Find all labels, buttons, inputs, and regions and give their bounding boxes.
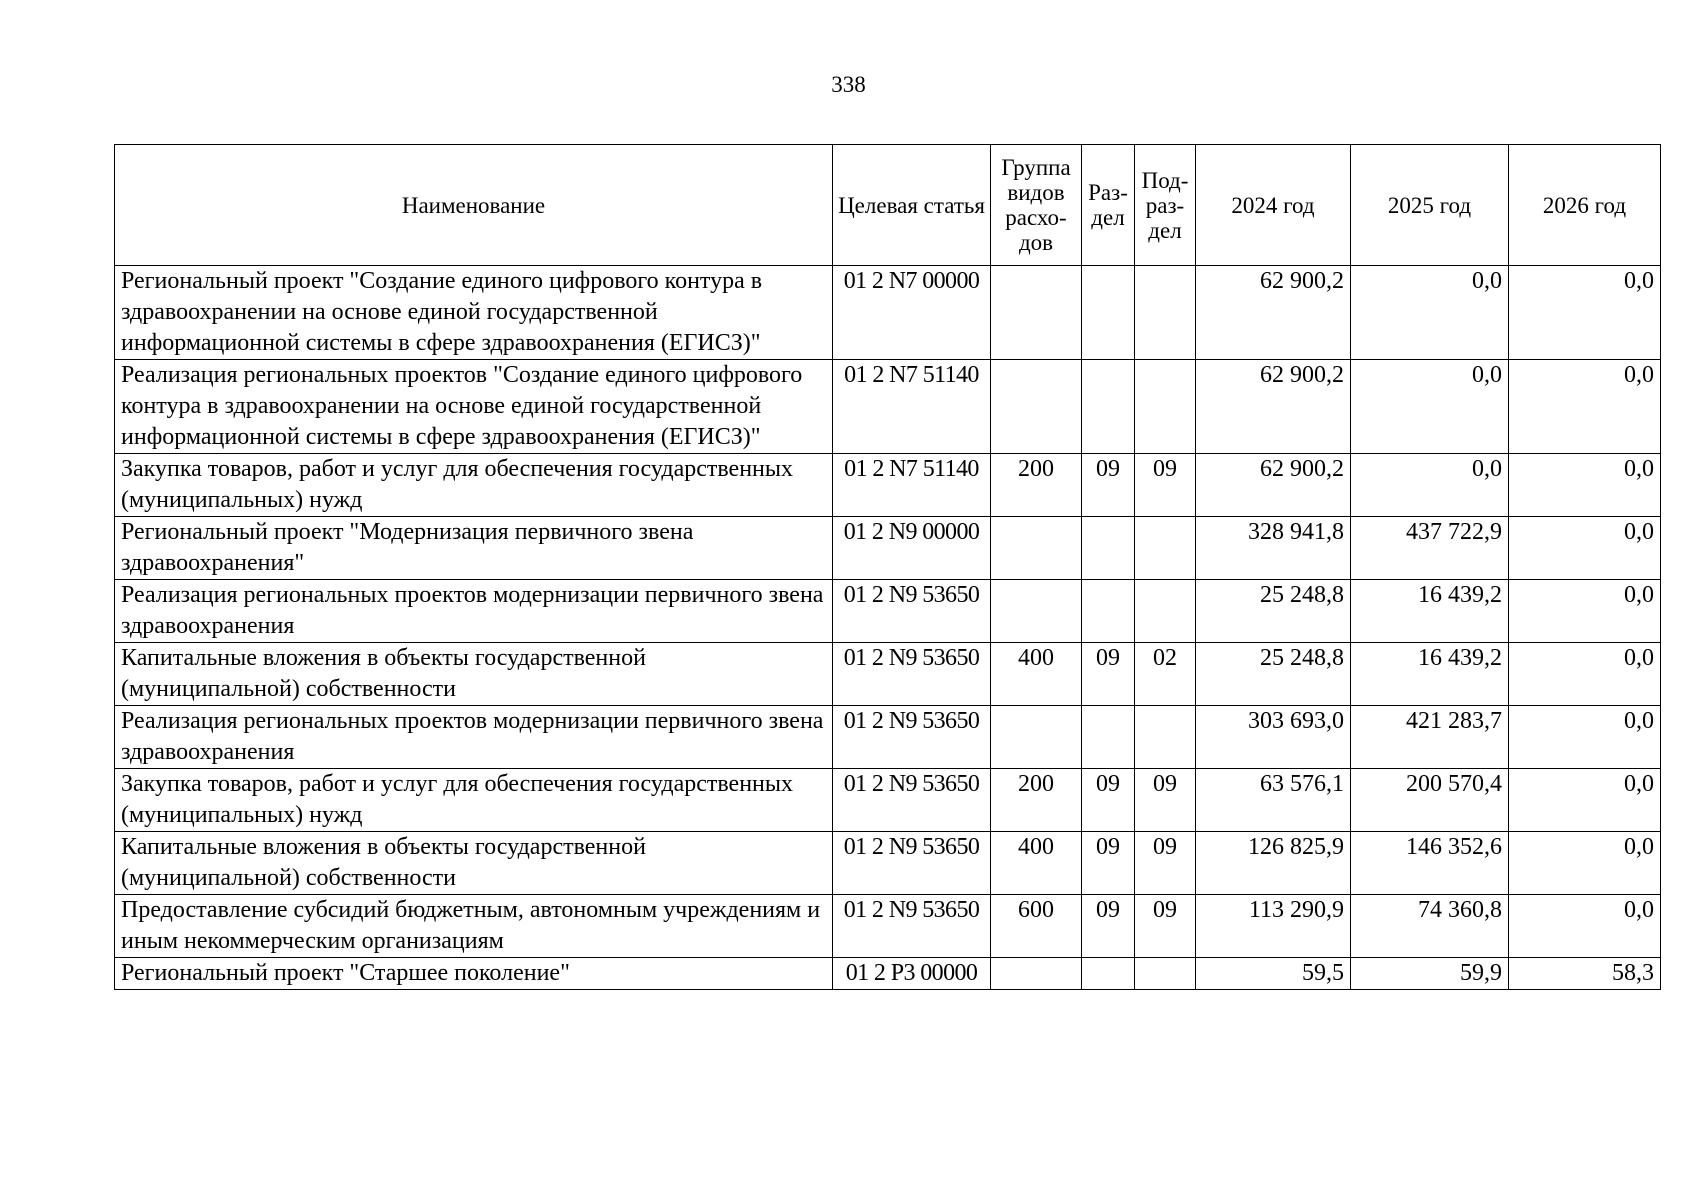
cell-target-code: 01 2 N7 00000 — [833, 266, 991, 360]
cell-2024: 113 290,9 — [1196, 895, 1351, 958]
cell-expense-group: 400 — [991, 643, 1082, 706]
cell-target-code: 01 2 N9 53650 — [833, 895, 991, 958]
cell-subsection: 09 — [1135, 454, 1196, 517]
cell-name: Региональный проект "Модернизация первичного звена здравоохранения" — [115, 517, 833, 580]
cell-subsection — [1135, 580, 1196, 643]
cell-subsection: 02 — [1135, 643, 1196, 706]
cell-2025: 437 722,9 — [1351, 517, 1509, 580]
cell-2025: 146 352,6 — [1351, 832, 1509, 895]
cell-2025: 16 439,2 — [1351, 643, 1509, 706]
cell-expense-group: 400 — [991, 832, 1082, 895]
cell-name: Капитальные вложения в объекты государственной (муниципальной) собственности — [115, 832, 833, 895]
cell-expense-group: 200 — [991, 454, 1082, 517]
cell-2026: 0,0 — [1509, 517, 1661, 580]
cell-2026: 0,0 — [1509, 832, 1661, 895]
cell-2026: 0,0 — [1509, 580, 1661, 643]
cell-expense-group: 200 — [991, 769, 1082, 832]
cell-section: 09 — [1082, 769, 1135, 832]
cell-subsection — [1135, 517, 1196, 580]
cell-2025: 200 570,4 — [1351, 769, 1509, 832]
cell-target-code: 01 2 N9 53650 — [833, 832, 991, 895]
cell-name: Закупка товаров, работ и услуг для обеспечения государственных (муниципальных) нужд — [115, 454, 833, 517]
cell-2025: 0,0 — [1351, 454, 1509, 517]
cell-section: 09 — [1082, 895, 1135, 958]
cell-section — [1082, 706, 1135, 769]
cell-target-code: 01 2 N9 53650 — [833, 706, 991, 769]
cell-2026: 0,0 — [1509, 895, 1661, 958]
cell-subsection: 09 — [1135, 895, 1196, 958]
header-2025: 2025 год — [1351, 145, 1509, 266]
cell-section — [1082, 517, 1135, 580]
cell-subsection — [1135, 706, 1196, 769]
cell-name: Предоставление субсидий бюджетным, автономным учреждениям и иным некоммерческим организациям — [115, 895, 833, 958]
table-row — [115, 266, 1661, 360]
table-row — [115, 769, 1661, 832]
cell-2025: 16 439,2 — [1351, 580, 1509, 643]
cell-subsection — [1135, 360, 1196, 454]
cell-name: Реализация региональных проектов модернизации первичного звена здравоохранения — [115, 706, 833, 769]
header-group: Группа видов расхо- дов — [991, 145, 1082, 266]
table-row — [115, 580, 1661, 643]
cell-expense-group — [991, 517, 1082, 580]
cell-2024: 62 900,2 — [1196, 266, 1351, 360]
cell-target-code: 01 2 N7 51140 — [833, 454, 991, 517]
header-2026: 2026 год — [1509, 145, 1661, 266]
cell-expense-group: 600 — [991, 895, 1082, 958]
cell-2024: 328 941,8 — [1196, 517, 1351, 580]
cell-subsection — [1135, 266, 1196, 360]
cell-2024: 25 248,8 — [1196, 643, 1351, 706]
cell-expense-group — [991, 958, 1082, 990]
cell-section — [1082, 266, 1135, 360]
cell-2026: 0,0 — [1509, 266, 1661, 360]
header-2024: 2024 год — [1196, 145, 1351, 266]
cell-section — [1082, 958, 1135, 990]
table-header-row — [115, 145, 1661, 266]
cell-subsection — [1135, 958, 1196, 990]
cell-2025: 0,0 — [1351, 360, 1509, 454]
table-row — [115, 517, 1661, 580]
cell-2026: 0,0 — [1509, 360, 1661, 454]
cell-2024: 126 825,9 — [1196, 832, 1351, 895]
cell-2024: 59,5 — [1196, 958, 1351, 990]
cell-section — [1082, 580, 1135, 643]
budget-table — [114, 144, 1661, 990]
cell-target-code: 01 2 N9 00000 — [833, 517, 991, 580]
cell-name: Реализация региональных проектов модернизации первичного звена здравоохранения — [115, 580, 833, 643]
cell-2024: 25 248,8 — [1196, 580, 1351, 643]
table-body — [115, 266, 1661, 990]
header-target: Целевая статья — [833, 145, 991, 266]
cell-2026: 0,0 — [1509, 454, 1661, 517]
table-row — [115, 958, 1661, 990]
cell-2024: 303 693,0 — [1196, 706, 1351, 769]
table-row — [115, 706, 1661, 769]
table-row — [115, 832, 1661, 895]
cell-2024: 63 576,1 — [1196, 769, 1351, 832]
cell-subsection: 09 — [1135, 832, 1196, 895]
cell-name: Региональный проект "Старшее поколение" — [115, 958, 833, 990]
cell-target-code: 01 2 N9 53650 — [833, 580, 991, 643]
cell-2025: 0,0 — [1351, 266, 1509, 360]
cell-name: Капитальные вложения в объекты государственной (муниципальной) собственности — [115, 643, 833, 706]
cell-name: Реализация региональных проектов "Создание единого цифрового контура в здравоохранении на основе единой государственной информационной системы в сфере здравоохранения (ЕГИСЗ)" — [115, 360, 833, 454]
table-row — [115, 643, 1661, 706]
cell-subsection: 09 — [1135, 769, 1196, 832]
cell-target-code: 01 2 N9 53650 — [833, 643, 991, 706]
cell-expense-group — [991, 706, 1082, 769]
cell-2026: 0,0 — [1509, 643, 1661, 706]
table-row — [115, 454, 1661, 517]
cell-expense-group — [991, 580, 1082, 643]
cell-2026: 0,0 — [1509, 706, 1661, 769]
table-row — [115, 360, 1661, 454]
cell-2026: 58,3 — [1509, 958, 1661, 990]
page-number: 338 — [831, 72, 866, 97]
header-name: Наименование — [115, 145, 833, 266]
cell-target-code: 01 2 N7 51140 — [833, 360, 991, 454]
cell-name: Региональный проект "Создание единого цифрового контура в здравоохранении на основе единой государственной информационной системы в сфере здравоохранения (ЕГИСЗ)" — [115, 266, 833, 360]
cell-2024: 62 900,2 — [1196, 454, 1351, 517]
cell-section: 09 — [1082, 454, 1135, 517]
cell-section: 09 — [1082, 832, 1135, 895]
cell-section — [1082, 360, 1135, 454]
cell-2025: 59,9 — [1351, 958, 1509, 990]
cell-2025: 421 283,7 — [1351, 706, 1509, 769]
header-subsection: Под- раз- дел — [1135, 145, 1196, 266]
header-section: Раз- дел — [1082, 145, 1135, 266]
cell-2024: 62 900,2 — [1196, 360, 1351, 454]
cell-2025: 74 360,8 — [1351, 895, 1509, 958]
cell-target-code: 01 2 P3 00000 — [833, 958, 991, 990]
cell-section: 09 — [1082, 643, 1135, 706]
table-row — [115, 895, 1661, 958]
cell-name: Закупка товаров, работ и услуг для обеспечения государственных (муниципальных) нужд — [115, 769, 833, 832]
cell-expense-group — [991, 266, 1082, 360]
cell-2026: 0,0 — [1509, 769, 1661, 832]
cell-target-code: 01 2 N9 53650 — [833, 769, 991, 832]
cell-expense-group — [991, 360, 1082, 454]
